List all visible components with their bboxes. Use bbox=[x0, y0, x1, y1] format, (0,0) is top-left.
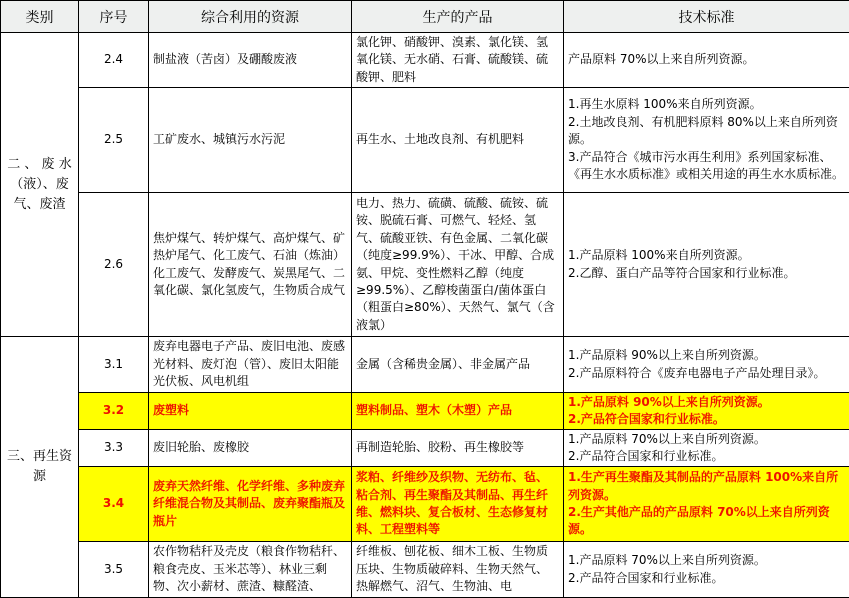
product-cell: 电力、热力、硫磺、硫酸、硫铵、硫铵、脱硫石膏、可燃气、轻烃、氢气、硫酸亚铁、有色金属、二氧化碳（纯度≥99.9%）、干冰、甲醇、合成氨、甲烷、变性燃料乙醇（纯度≥99.5%）、乙醇梭菌蛋白/菌体蛋白（粗蛋白≥80%）、天然气、氯气（含液氯） bbox=[352, 193, 564, 337]
seq-cell: 2.6 bbox=[79, 193, 149, 337]
product-cell: 纤维板、刨花板、细木工板、生物质压块、生物质破碎料、生物天然气、热解燃气、沼气、生物油、电 bbox=[352, 542, 564, 598]
table-row bbox=[1, 88, 849, 193]
standard-cell: 1.再生水原料 100%来自所列资源。 2.土地改良剂、有机肥料原料 80%以上来自所列资源。 3.产品符合《城市污水再生利用》系列国家标准、《再生水水质标准》或相关用途的再生水水质标准。 bbox=[564, 88, 849, 193]
standard-cell: 1.生产再生聚酯及其制品的产品原料 100%来自所列资源。 2.生产其他产品的产品原料 70%以上来自所列资源。 bbox=[564, 467, 849, 542]
header-row bbox=[1, 1, 849, 33]
table-row-highlighted bbox=[1, 467, 849, 542]
product-cell: 浆粕、纤维纱及织物、无纺布、毡、粘合剂、再生聚酯及其制品、再生纤维、燃料块、复合板材、生态修复材料、工程塑料等 bbox=[352, 467, 564, 542]
standard-cell: 1.产品原料 70%以上来自所列资源。 2.产品符合国家和行业标准。 bbox=[564, 542, 849, 598]
resource-cell: 废弃电器电子产品、废旧电池、废感光材料、废灯泡（管）、废旧太阳能光伏板、风电机组 bbox=[149, 337, 352, 393]
standard-cell: 1.产品原料 100%来自所列资源。 2.乙醇、蛋白产品等符合国家和行业标准。 bbox=[564, 193, 849, 337]
resource-cell: 工矿废水、城镇污水污泥 bbox=[149, 88, 352, 193]
header-category: 类别 bbox=[1, 1, 79, 33]
product-cell: 再制造轮胎、胶粉、再生橡胶等 bbox=[352, 430, 564, 467]
table-row bbox=[1, 430, 849, 467]
table-row bbox=[1, 193, 849, 337]
seq-cell: 2.4 bbox=[79, 33, 149, 88]
resource-cell: 废旧轮胎、废橡胶 bbox=[149, 430, 352, 467]
product-cell: 氯化钾、硝酸钾、溴素、氯化镁、氢氧化镁、无水硝、石膏、硫酸镁、硫酸钾、肥料 bbox=[352, 33, 564, 88]
standard-cell: 1.产品原料 70%以上来自所列资源。 2.产品符合国家和行业标准。 bbox=[564, 430, 849, 467]
resource-cell: 制盐液（苦卤）及硼酸废液 bbox=[149, 33, 352, 88]
seq-cell: 3.3 bbox=[79, 430, 149, 467]
seq-cell: 3.2 bbox=[79, 393, 149, 430]
seq-cell: 3.4 bbox=[79, 467, 149, 542]
header-standard: 技术标准 bbox=[564, 1, 849, 33]
resource-cell: 焦炉煤气、转炉煤气、高炉煤气、矿热炉尾气、化工废气、石油（炼油）化工废气、发酵废气、炭黑尾气、二氧化碳、氯化氢废气，生物质合成气 bbox=[149, 193, 352, 337]
seq-cell: 3.1 bbox=[79, 337, 149, 393]
category-cell: 二 、 废 水（液）、废气、废渣 bbox=[1, 33, 79, 337]
seq-cell: 3.5 bbox=[79, 542, 149, 598]
table-row-highlighted bbox=[1, 393, 849, 430]
header-product: 生产的产品 bbox=[352, 1, 564, 33]
standard-cell: 1.产品原料 90%以上来自所列资源。 2.产品原料符合《废弃电器电子产品处理目录》。 bbox=[564, 337, 849, 393]
resource-cell: 农作物秸秆及壳皮（粮食作物秸秆、粮食壳皮、玉米芯等）、林业三剩物、次小薪材、蔗渣、糠醛渣、 bbox=[149, 542, 352, 598]
standard-cell: 产品原料 70%以上来自所列资源。 bbox=[564, 33, 849, 88]
resource-cell: 废塑料 bbox=[149, 393, 352, 430]
table-row bbox=[1, 337, 849, 393]
product-cell: 塑料制品、塑木（木塑）产品 bbox=[352, 393, 564, 430]
header-seq: 序号 bbox=[79, 1, 149, 33]
table-row bbox=[1, 542, 849, 598]
header-resource: 综合利用的资源 bbox=[149, 1, 352, 33]
product-cell: 再生水、土地改良剂、有机肥料 bbox=[352, 88, 564, 193]
resource-cell: 废弃天然纤维、化学纤维、多种废弃纤维混合物及其制品、废弃聚酯瓶及瓶片 bbox=[149, 467, 352, 542]
table-row bbox=[1, 33, 849, 88]
category-cell: 三、再生资源 bbox=[1, 337, 79, 598]
product-cell: 金属（含稀贵金属）、非金属产品 bbox=[352, 337, 564, 393]
standard-cell: 1.产品原料 90%以上来自所列资源。 2.产品符合国家和行业标准。 bbox=[564, 393, 849, 430]
seq-cell: 2.5 bbox=[79, 88, 149, 193]
